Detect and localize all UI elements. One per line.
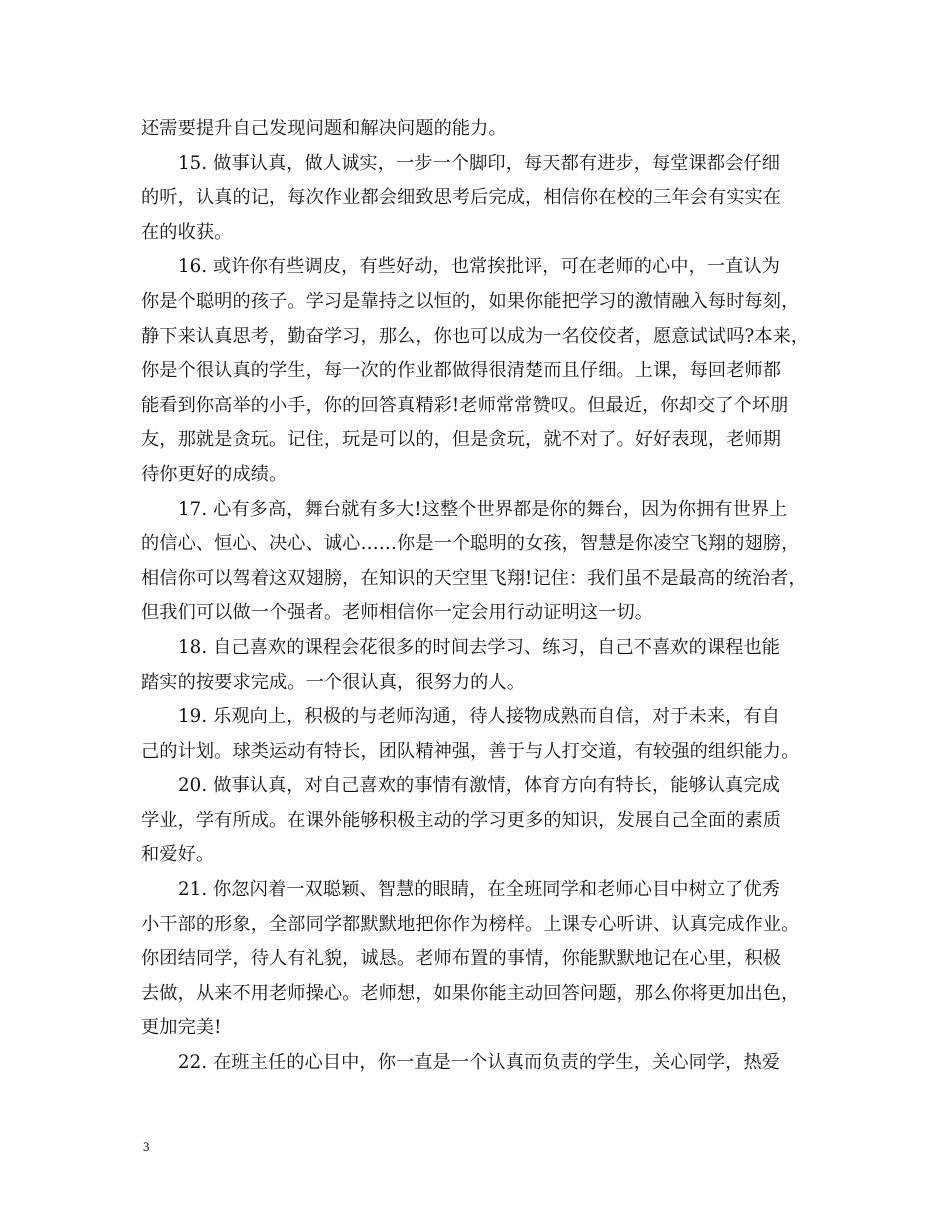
text-line: 友，那就是贪玩。记住，玩是可以的，但是贪玩，就不对了。好好表现，老师期 (141, 429, 782, 451)
paragraph-first-line: 22. 在班主任的心目中，你一直是一个认真而负责的学生，关心同学，热爱 (178, 1052, 781, 1074)
paragraph-first-line: 15. 做事认真，做人诚实，一步一个脚印，每天都有进步，每堂课都会仔细 (178, 152, 781, 174)
text-line: 你是个很认真的学生，每一次的作业都做得很清楚而且仔细。上课，每回老师都 (141, 360, 782, 382)
text-line: 但我们可以做一个强者。老师相信你一定会用行动证明这一切。 (141, 602, 654, 624)
text-line: 你团结同学，待人有礼貌，诚恳。老师布置的事情，你能默默地记在心里，积极 (141, 948, 782, 970)
document-body (141, 112, 821, 1081)
page-number: 3 (143, 1139, 150, 1154)
paragraph-first-line: 17. 心有多高，舞台就有多大!这整个世界都是你的舞台，因为你拥有世界上 (178, 498, 788, 520)
text-line: 更加完美! (141, 1017, 222, 1039)
text-line: 在的收获。 (141, 221, 233, 243)
text-line: 和爱好。 (141, 844, 215, 866)
text-line: 相信你可以驾着这双翅膀，在知识的天空里飞翔!记住：我们虽不是最高的统治者， (141, 567, 807, 589)
paragraph-first-line: 19. 乐观向上，积极的与老师沟通，待人接物成熟而自信，对于未来，有自 (178, 706, 781, 728)
paragraph-first-line: 18. 自己喜欢的课程会花很多的时间去学习、练习，自己不喜欢的课程也能 (178, 636, 781, 658)
text-line: 去做，从来不用老师操心。老师想，如果你能主动回答问题，那么你将更加出色， (141, 982, 800, 1004)
text-line: 己的计划。球类运动有特长，团队精神强，善于与人打交道，有较强的组织能力。 (141, 740, 800, 762)
paragraph-first-line: 16. 或许你有些调皮，有些好动，也常挨批评，可在老师的心中，一直认为 (178, 256, 781, 278)
text-line: 你是个聪明的孩子。学习是靠持之以恒的，如果你能把学习的激情融入每时每刻， (141, 290, 800, 312)
text-line: 的听，认真的记，每次作业都会细致思考后完成，相信你在校的三年会有实实在 (141, 187, 782, 209)
text-line: 能看到你高举的小手，你的回答真精彩!老师常常赞叹。但最近，你却交了个坏朋 (141, 394, 789, 416)
paragraph-first-line: 21. 你忽闪着一双聪颖、智慧的眼睛，在全班同学和老师心目中树立了优秀 (178, 879, 781, 901)
text-line: 还需要提升自己发现问题和解决问题的能力。 (141, 118, 507, 139)
text-line: 待你更好的成绩。 (141, 463, 288, 485)
text-line: 静下来认真思考，勤奋学习，那么，你也可以成为一名佼佼者，愿意试试吗?本来， (141, 325, 810, 347)
text-line: 的信心、恒心、决心、诚心……你是一个聪明的女孩，智慧是你凌空飞翔的翅膀， (141, 533, 800, 555)
text-line: 小干部的形象，全部同学都默默地把你作为榜样。上课专心听讲、认真完成作业。 (141, 913, 800, 935)
paragraph-first-line: 20. 做事认真，对自己喜欢的事情有激情，体育方向有特长，能够认真完成 (178, 775, 781, 797)
text-line: 学业，学有所成。在课外能够积极主动的学习更多的知识，发展自己全面的素质 (141, 809, 782, 831)
text-line: 踏实的按要求完成。一个很认真，很努力的人。 (141, 671, 526, 693)
